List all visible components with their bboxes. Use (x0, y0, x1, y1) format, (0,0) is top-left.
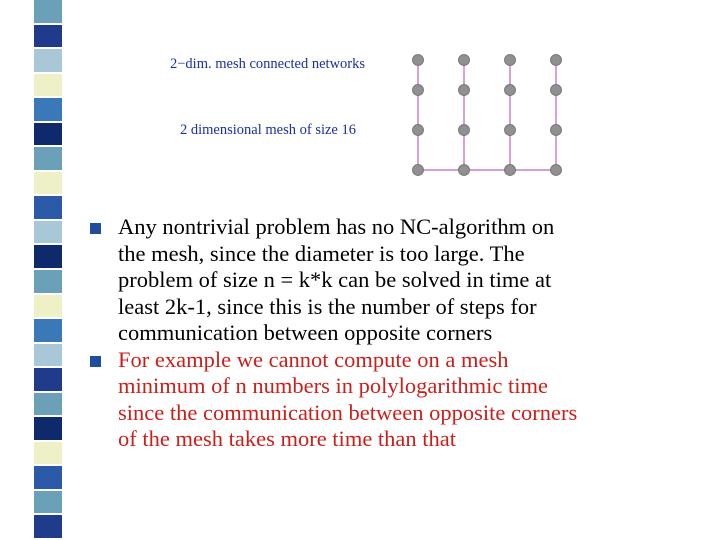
stripe-block (34, 295, 62, 318)
stripe-block (34, 172, 62, 195)
stripe-block (34, 319, 62, 342)
mesh-node (551, 125, 562, 136)
stripe-block (34, 221, 62, 244)
stripe-block (34, 344, 62, 367)
stripe-block (34, 25, 62, 48)
square-bullet-icon (90, 223, 101, 234)
mesh-node (505, 165, 516, 176)
mesh-node (551, 165, 562, 176)
decorative-stripe (0, 0, 70, 540)
bullet-line: since the communication between opposite corners (118, 399, 578, 425)
mesh-nodes (413, 55, 562, 176)
stripe-block (34, 270, 62, 293)
stripe-block (34, 196, 62, 219)
bullet-list (88, 214, 708, 453)
bullet-line: For example we cannot compute on a mesh (118, 346, 509, 372)
bullet-line: of the mesh takes more time than that (118, 426, 457, 451)
mesh-node (505, 125, 516, 136)
bullet-line: the mesh, since the diameter is too large. The (118, 240, 525, 266)
mesh-node (505, 55, 516, 66)
mesh-node (459, 125, 470, 136)
stripe-block (34, 98, 62, 121)
mesh-node (459, 55, 470, 66)
stripe-block (34, 147, 62, 170)
mesh-node (551, 55, 562, 66)
bullet-line: communication between opposite corners (118, 320, 493, 345)
stripe-block (34, 466, 62, 489)
stripe-block (34, 442, 62, 465)
diagram-label-bottom: 2 dimensional mesh of size 16 (180, 122, 356, 138)
mesh-node (459, 165, 470, 176)
stripe-block (34, 491, 62, 514)
stripe-block (34, 515, 62, 538)
stripe-block (34, 123, 62, 146)
bullet-item-1 (88, 214, 708, 347)
mesh-node (459, 85, 470, 96)
bullet-line: minimum of n numbers in polylogarithmic time (118, 373, 548, 398)
bullet-item-2 (88, 347, 708, 453)
stripe-block (34, 0, 62, 23)
stripe-block (34, 368, 62, 391)
stripe-block (34, 393, 62, 416)
bullet-line: problem of size n = k*k can be solved in time at (118, 267, 552, 292)
mesh-node (551, 85, 562, 96)
mesh-node (505, 85, 516, 96)
mesh-diagram (160, 40, 580, 190)
stripe-block (34, 245, 62, 268)
mesh-edges (418, 60, 556, 170)
bullet-line: least 2k-1, since this is the number of steps for (118, 293, 537, 319)
stripe-block (34, 49, 62, 72)
mesh-node (413, 165, 424, 176)
square-bullet-icon (90, 356, 101, 367)
diagram-label-top: 2−dim. mesh connected networks (170, 56, 366, 72)
mesh-node (413, 85, 424, 96)
stripe-block (34, 74, 62, 97)
mesh-node (413, 125, 424, 136)
bullet-line: Any nontrivial problem has no NC-algorithm on (118, 214, 555, 239)
mesh-node (413, 55, 424, 66)
stripe-block (34, 417, 62, 440)
